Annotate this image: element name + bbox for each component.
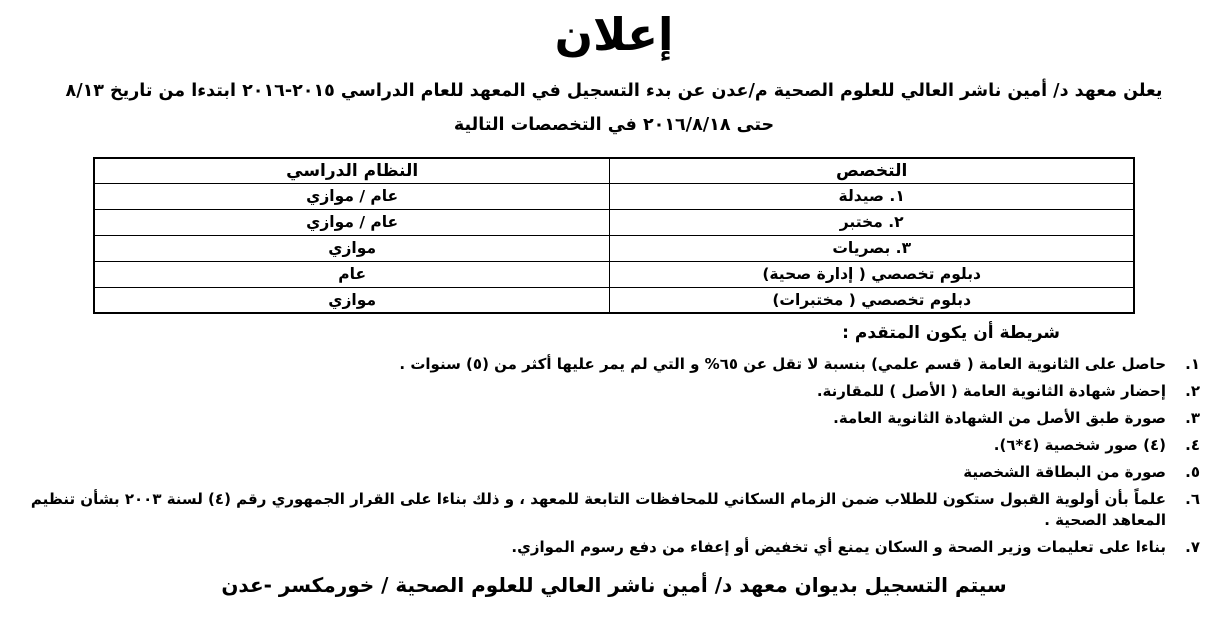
list-item [28, 408, 1200, 429]
specializations-table [93, 157, 1135, 314]
list-item-number: ٣. [1185, 409, 1200, 427]
list-item-text: (٤) صور شخصية (٤*٦). [993, 436, 1166, 454]
cell-system: عام / موازي [94, 183, 610, 209]
list-item-text: صورة طبق الأصل من الشهادة الثانوية العامة. [833, 409, 1166, 427]
cell-system: موازي [94, 287, 610, 313]
registration-location-line: سيتم التسجيل بديوان معهد د/ أمين ناشر العالي للعلوم الصحية / خورمكسر -عدن [221, 573, 1007, 597]
page-title: إعلان [554, 8, 674, 61]
list-item-number: ٧. [1185, 538, 1200, 556]
table-row [94, 261, 1134, 287]
cell-system: موازي [94, 235, 610, 261]
list-item [28, 435, 1200, 456]
list-item-text: حاصل على الثانوية العامة ( قسم علمي) بنسبة لا تقل عن ٦٥% و التي لم يمر عليها أكثر من (٥) سنوات . [399, 355, 1166, 373]
list-item-number: ٢. [1185, 382, 1200, 400]
list-item [28, 537, 1200, 558]
table-row [94, 183, 1134, 209]
list-item [28, 381, 1200, 402]
intro-line-2: حتى ٢٠١٦/٨/١٨ في التخصصات التالية [453, 115, 775, 135]
table-row [94, 287, 1134, 313]
list-item-number: ١. [1185, 355, 1200, 373]
table-header-row [94, 158, 1134, 183]
list-item-number: ٦. [1185, 490, 1200, 508]
list-item-number: ٤. [1185, 436, 1200, 454]
list-item [28, 489, 1200, 531]
list-item-number: ٥. [1185, 463, 1200, 481]
conditions-list [28, 354, 1200, 558]
intro-line-1: يعلن معهد د/ أمين ناشر العالي للعلوم الصحية م/عدن عن بدء التسجيل في المعهد للعام الدراسي ٢٠١٥-٢٠١٦ ابتدءا من تاريخ ٨/١٣ [65, 81, 1163, 101]
conditions-heading: شريطة أن يكون المتقدم : [842, 323, 1060, 343]
cell-system: عام / موازي [94, 209, 610, 235]
cell-specialization: ٢. مختبر [610, 209, 1134, 235]
column-header-specialization: التخصص [610, 158, 1134, 183]
table-row [94, 235, 1134, 261]
list-item-text: إحضار شهادة الثانوية العامة ( الأصل ) للمقارنة. [816, 382, 1166, 400]
cell-system: عام [94, 261, 610, 287]
cell-specialization: ١. صيدلة [610, 183, 1134, 209]
column-header-system: النظام الدراسي [94, 158, 610, 183]
list-item [28, 354, 1200, 375]
intro-paragraph [0, 74, 1228, 142]
table-row [94, 209, 1134, 235]
list-item-text: علماً بأن أولوية القبول ستكون للطلاب ضمن الزمام السكاني للمحافظات التابعة للمعهد ، و ذلك بناءا على القرار الجمهوري رقم (٤) لسنة ٢٠٠٣ بشأن تنظيم المعاهد الصحية . [30, 490, 1166, 529]
cell-specialization: دبلوم تخصصي ( إدارة صحية) [610, 261, 1134, 287]
list-item-text: صورة من البطاقة الشخصية [963, 463, 1166, 481]
cell-specialization: دبلوم تخصصي ( مختبرات) [610, 287, 1134, 313]
cell-specialization: ٣. بصريات [610, 235, 1134, 261]
list-item-text: بناءا على تعليمات وزير الصحة و السكان يمنع أي تخفيض أو إعفاء من دفع رسوم الموازي. [511, 538, 1166, 556]
list-item [28, 462, 1200, 483]
